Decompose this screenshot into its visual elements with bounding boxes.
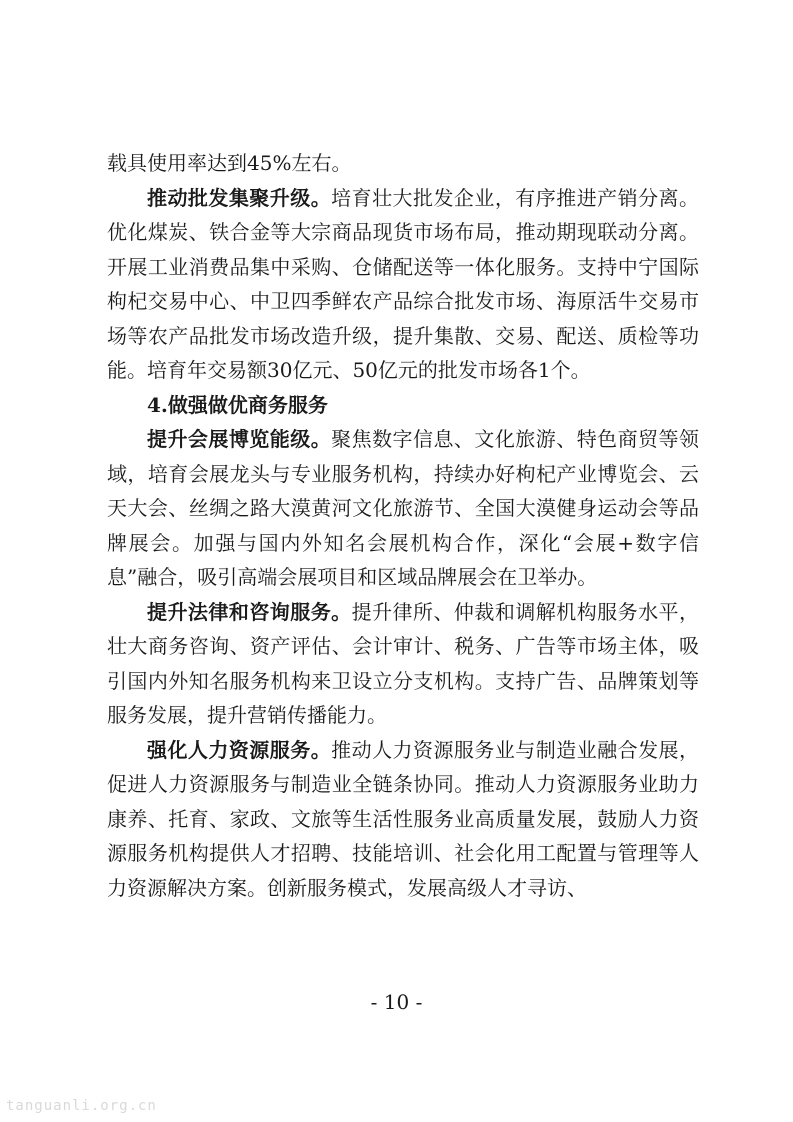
paragraph-3: [107, 422, 699, 595]
paragraph-3-lead: 提升会展博览能级。: [147, 427, 332, 451]
paragraph-5: [107, 733, 699, 906]
paragraph-3-text: 聚焦数字信息、文化旅游、特色商贸等领域，培育会展龙头与专业服务机构，持续办好枸杞产业博览会、云天大会、丝绸之路大漠黄河文化旅游节、全国大漠健身运动会等品牌展会。加强与国内外知名会展机构合作，深化“会展+数字信息”融合，吸引高端会展项目和区域品牌展会在卫举办。: [107, 427, 700, 589]
paragraph-5-text: 推动人力资源服务业与制造业融合发展，促进人力资源服务与制造业全链条协同。推动人力资源服务业助力康养、托育、家政、文旅等生活性服务业高质量发展，鼓励人力资源服务机构提供人才招聘、技能培训、社会化用工配置与管理等人力资源解决方案。创新服务模式，发展高级人才寻访、: [107, 737, 700, 900]
paragraph-2: [107, 181, 699, 388]
paragraph-1: [107, 146, 699, 181]
paragraph-5-lead: 强化人力资源服务。: [147, 737, 332, 762]
paragraph-2-text: 培育壮大批发企业，有序推进产销分离。优化煤炭、铁合金等大宗商品现货市场布局，推动期现联动分离。开展工业消费品集中采购、仓储配送等一体化服务。支持中宁国际枸杞交易中心、中卫四季鲜农产品综合批发市场、海原活牛交易市场等农产品批发市场改造升级，提升集散、交易、配送、质检等功能。培育年交易额30亿元、50亿元的批发市场各1个。: [107, 185, 700, 382]
paragraph-4: [107, 595, 699, 733]
page-number: - 10 -: [370, 990, 423, 1014]
paragraph-1-text: 载具使用率达到45%左右。: [107, 151, 352, 175]
watermark: tanguanli.org.cn: [6, 1098, 157, 1114]
section-heading: 4.做强做优商务服务: [147, 392, 328, 417]
paragraph-2-lead: 推动批发集聚升级。: [147, 185, 332, 210]
paragraph-4-text: 提升律所、仲裁和调解机构服务水平，壮大商务咨询、资产评估、会计审计、税务、广告等市场主体，吸引国内外知名服务机构来卫设立分支机构。支持广告、品牌策划等服务发展，提升营销传播能力。: [107, 599, 700, 727]
paragraph-4-lead: 提升法律和咨询服务。: [147, 599, 352, 624]
document-body: [107, 146, 699, 905]
